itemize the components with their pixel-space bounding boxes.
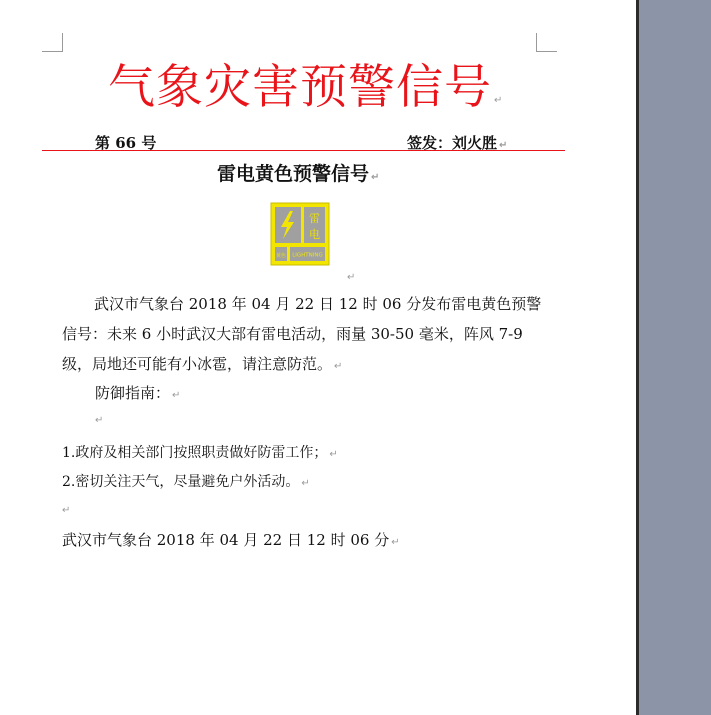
paragraph-line-1: 武汉市气象台 2018 年 04 月 22 日 12 时 06 分发布雷电黄色预警 xyxy=(94,295,542,313)
notice-paragraph xyxy=(62,289,552,382)
paragraph-mark: ↵ xyxy=(371,172,380,183)
header-divider xyxy=(42,150,565,151)
guide-item-2: 2.密切关注天气，尽量避免户外活动。 ↵ xyxy=(62,474,310,490)
paragraph-mark: ↵ xyxy=(347,272,356,283)
icon-char-2: 电 xyxy=(309,228,320,241)
thunder-lightning-yellow-icon xyxy=(270,202,330,266)
paragraph-line-2: 信号：未来 6 小时武汉大部有雷电活动，雨量 30-50 毫米，阵风 7-9 xyxy=(62,325,523,343)
crop-mark-top-left xyxy=(42,33,63,52)
notice-title: 雷电黄色预警信号 ↵ xyxy=(217,163,380,185)
window-background-panel xyxy=(636,0,711,715)
paragraph-mark: ↵ xyxy=(95,415,104,426)
paragraph-mark: ↵ xyxy=(499,140,508,151)
issuer: 签发：刘火胜 ↵ xyxy=(407,134,508,152)
paragraph-mark: ↵ xyxy=(329,449,338,460)
icon-char-1: 雷 xyxy=(309,212,320,225)
icon-en-label: LIGHTNING xyxy=(292,252,323,259)
paragraph-mark: ↵ xyxy=(301,478,310,489)
paragraph-mark: ↵ xyxy=(334,361,343,372)
document-title: 气象灾害预警信号 ↵ xyxy=(108,60,504,115)
paragraph-mark: ↵ xyxy=(494,95,504,106)
icon-cn-small: 黄色 xyxy=(275,253,287,259)
guide-label: 防御指南： ↵ xyxy=(95,384,181,402)
crop-mark-top-right xyxy=(536,33,557,52)
guide-item-1: 1.政府及相关部门按照职责做好防雷工作； ↵ xyxy=(62,445,338,461)
signature-line: 武汉市气象台 2018 年 04 月 22 日 12 时 06 分 ↵ xyxy=(62,531,400,549)
issue-number: 第 66 号 xyxy=(95,134,157,152)
paragraph-mark: ↵ xyxy=(391,537,400,548)
paragraph-mark: ↵ xyxy=(172,390,181,401)
paragraph-line-3: 级，局地还可能有小冰雹，请注意防范。 ↵ xyxy=(62,355,343,373)
paragraph-mark: ↵ xyxy=(62,505,71,516)
